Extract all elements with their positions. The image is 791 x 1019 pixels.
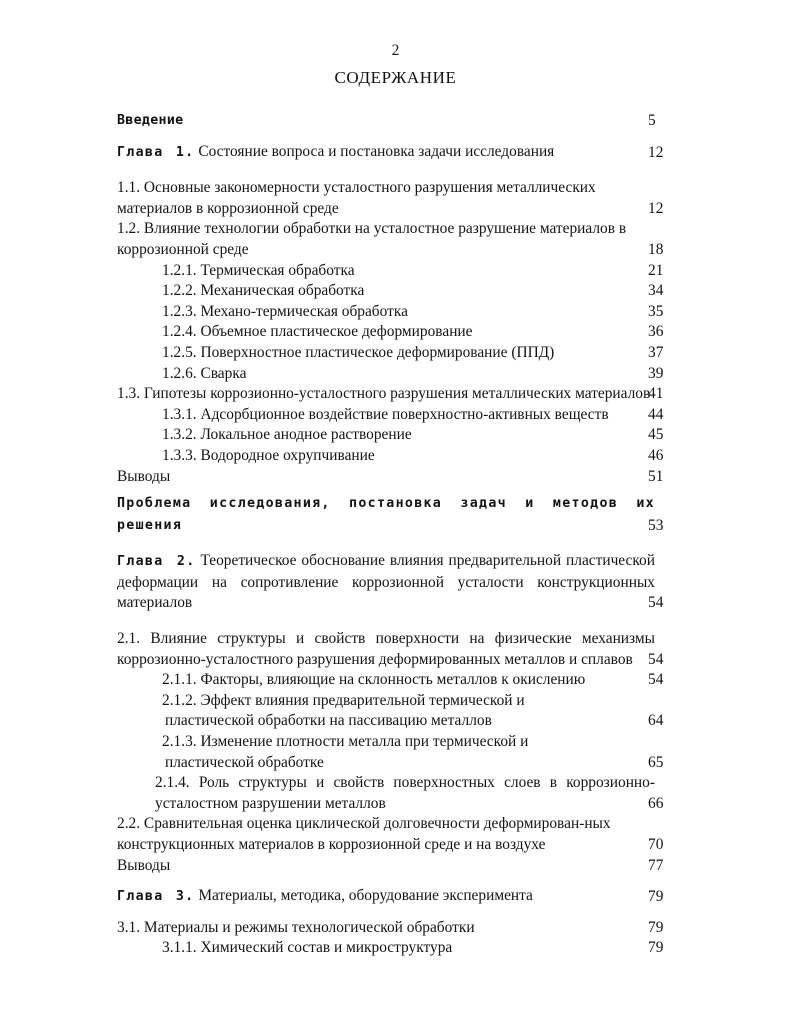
- toc-entry-page: 12: [648, 199, 664, 217]
- toc-entry-label: Выводы: [117, 856, 171, 874]
- toc-entry-page: 34: [648, 282, 664, 300]
- toc-entry-label: 1.3.1. Адсорбционное воздействие поверхностно-активных веществ: [162, 405, 609, 423]
- toc-entry-label: 2.1.1. Факторы, влияющие на склонность металлов к окислению: [162, 671, 586, 689]
- toc-entry-page: 37: [648, 343, 664, 361]
- toc-entry-page: 46: [648, 446, 664, 464]
- toc-entry-prefix: Глава 2.: [117, 554, 196, 570]
- toc-entry-label: 2.2. Сравнительная оценка циклической долговечности деформирован-ных конструкционных материалов в коррозионной среде и на воздухе: [117, 815, 611, 853]
- toc-entry-1-3-2[interactable]: [117, 425, 682, 446]
- toc-entry-page: 35: [648, 302, 664, 320]
- toc-entry-label: 1.2.2. Механическая обработка: [162, 282, 365, 300]
- toc-entry-2-1-4[interactable]: [117, 773, 682, 814]
- toc-entry-glava-3[interactable]: [117, 886, 682, 908]
- toc-entry-2-1-2[interactable]: [117, 691, 682, 732]
- toc-entry-label: 1.2.4. Объемное пластическое деформирование: [162, 323, 473, 341]
- table-of-contents: [117, 110, 682, 959]
- toc-entry-page: 79: [648, 939, 664, 957]
- toc-entry-page: 18: [648, 240, 664, 258]
- toc-entry-page: 12: [648, 143, 664, 161]
- toc-entry-2-1[interactable]: [117, 629, 682, 670]
- toc-entry-page: 5: [648, 112, 656, 129]
- toc-entry-label: Состояние вопроса и постановка задачи исследования: [198, 142, 555, 160]
- toc-entry-label: 1.3.3. Водородное охрупчивание: [162, 446, 375, 464]
- toc-entry-label: 1.3. Гипотезы коррозионно-усталостного разрушения металлических материалов: [117, 385, 651, 403]
- toc-entry-vvedenie[interactable]: [117, 110, 682, 132]
- toc-entry-2-1-3[interactable]: [117, 732, 682, 773]
- toc-entry-1-2-6[interactable]: [117, 364, 682, 385]
- toc-entry-1-3-1[interactable]: [117, 405, 682, 426]
- toc-entry-page: 21: [648, 261, 664, 279]
- toc-entry-1-2[interactable]: [117, 219, 682, 260]
- toc-entry-label: 1.2.3. Механо-термическая обработка: [162, 302, 408, 320]
- toc-entry-page: 39: [648, 364, 664, 382]
- toc-entry-1-1[interactable]: [117, 178, 682, 219]
- toc-entry-label-line-2: пластической обработке: [165, 753, 324, 771]
- toc-entry-prefix: Глава 3.: [117, 889, 195, 905]
- toc-entry-label-line-1: 2.1.3. Изменение плотности металла при термической и: [162, 733, 529, 751]
- toc-entry-page: 65: [648, 753, 664, 771]
- toc-entry-1-2-3[interactable]: [117, 302, 682, 323]
- toc-entry-label-line-2: пластической обработки на пассивацию металлов: [165, 712, 492, 730]
- toc-entry-1-2-5[interactable]: [117, 343, 682, 364]
- page-title: СОДЕРЖАНИЕ: [334, 68, 457, 87]
- toc-entry-glava-2[interactable]: [117, 551, 682, 614]
- toc-entry-page: 77: [648, 856, 664, 874]
- toc-entry-label: 1.3.2. Локальное анодное растворение: [162, 426, 412, 444]
- toc-entry-label: 2.1. Влияние структуры и свойств поверхности на физические механизмы коррозионно-усталостного разрушения деформированных металлов и сплавов: [117, 630, 655, 668]
- toc-entry-label: Введение: [117, 113, 184, 128]
- toc-entry-label: 1.2. Влияние технологии обработки на усталостное разрушение материалов в коррозионной среде: [117, 220, 627, 258]
- toc-entry-label: 1.2.5. Поверхностное пластическое деформирование (ППД): [162, 343, 555, 361]
- toc-entry-2-1-1[interactable]: [117, 670, 682, 691]
- toc-entry-3-1[interactable]: [117, 918, 682, 939]
- toc-entry-page: 44: [648, 405, 664, 423]
- toc-entry-page: 54: [648, 671, 664, 689]
- toc-entry-label: 1.2.6. Сварка: [162, 364, 247, 382]
- toc-entry-label: Выводы: [117, 467, 171, 485]
- toc-entry-1-3-3[interactable]: [117, 446, 682, 467]
- toc-entry-1-2-1[interactable]: [117, 261, 682, 282]
- toc-entry-label: 1.2.1. Термическая обработка: [162, 261, 355, 279]
- toc-entry-problema[interactable]: [117, 493, 682, 536]
- toc-entry-prefix: Глава 1.: [117, 144, 195, 160]
- toc-entry-page: 64: [648, 712, 664, 730]
- toc-entry-label: 3.1. Материалы и режимы технологической обработки: [117, 918, 475, 936]
- toc-entry-page: 36: [648, 323, 664, 341]
- toc-entry-2-2[interactable]: [117, 814, 682, 855]
- toc-entry-page: 66: [648, 794, 664, 812]
- toc-entry-page: 79: [648, 888, 664, 906]
- toc-entry-glava-1[interactable]: [117, 142, 682, 164]
- toc-entry-label: 1.1. Основные закономерности усталостного разрушения металлических материалов в коррозионной среде: [117, 179, 596, 217]
- toc-entry-1-3[interactable]: [117, 384, 682, 405]
- toc-entry-label: 2.1.4. Роль структуры и свойств поверхностных слоев в коррозионно-усталостном разрушении металлов: [155, 774, 655, 812]
- toc-entry-page: 54: [648, 650, 664, 668]
- toc-entry-label: Материалы, методика, оборудование эксперимента: [198, 887, 533, 905]
- toc-entry-page: 41: [648, 385, 664, 403]
- toc-entry-1-2-2[interactable]: [117, 281, 682, 302]
- toc-entry-label-line-1: 2.1.2. Эффект влияния предварительной термической и: [162, 691, 525, 709]
- toc-entry-page: 51: [648, 467, 664, 485]
- toc-entry-label: Проблема исследования, постановка задач и методов их решения: [117, 496, 655, 533]
- toc-entry-1-2-4[interactable]: [117, 322, 682, 343]
- toc-entry-page: 54: [648, 594, 664, 612]
- toc-entry-vyvody-2[interactable]: [117, 856, 682, 877]
- toc-entry-label: Теоретическое обоснование влияния предварительной пластической деформации на сопротивление коррозионной усталости конструкционных материалов: [117, 552, 655, 612]
- toc-entry-label: 3.1.1. Химический состав и микроструктура: [162, 939, 453, 957]
- toc-entry-page: 53: [648, 516, 664, 534]
- toc-entry-page: 45: [648, 426, 664, 444]
- page-folio-number: 2: [391, 42, 400, 59]
- toc-entry-vyvody-1[interactable]: [117, 467, 682, 488]
- toc-entry-page: 79: [648, 918, 664, 936]
- toc-entry-3-1-1[interactable]: [117, 938, 682, 959]
- toc-entry-page: 70: [648, 836, 664, 853]
